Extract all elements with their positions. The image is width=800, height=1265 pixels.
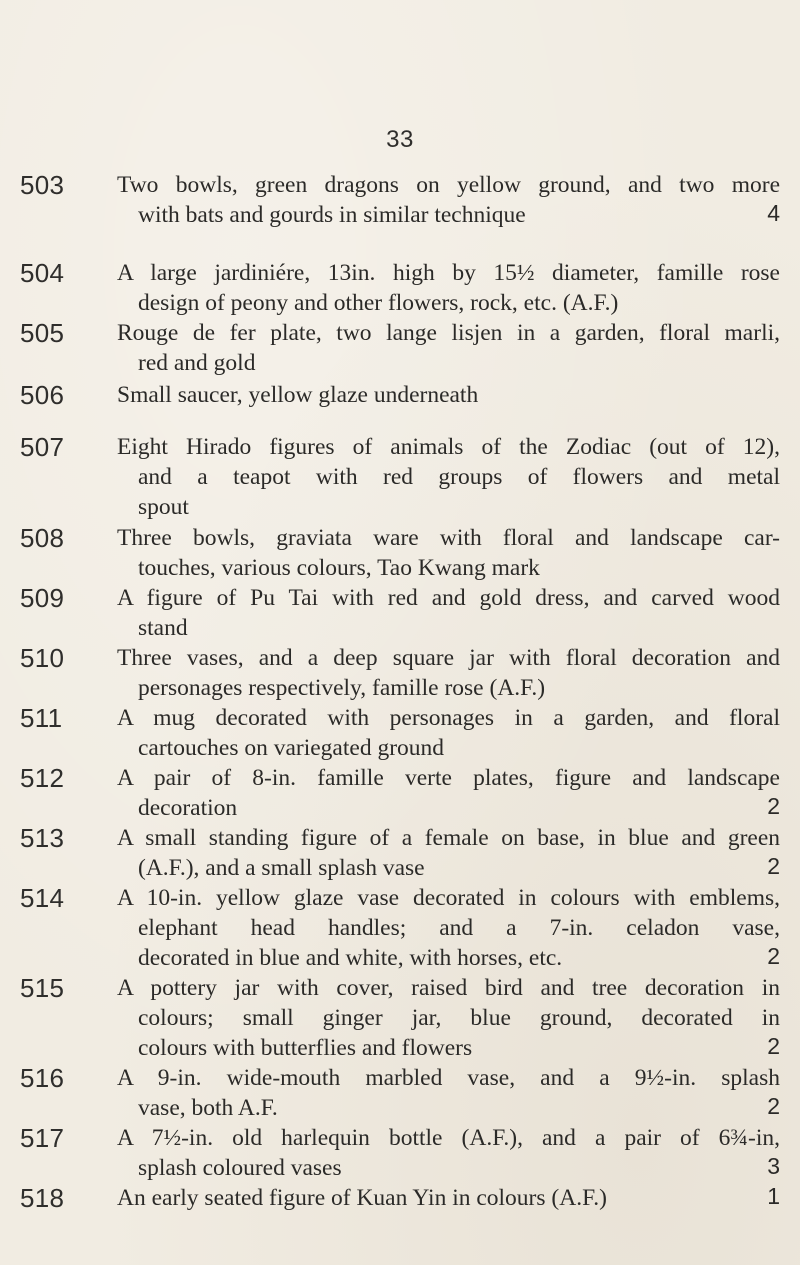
lot-description-line: A figure of Pu Tai with red and gold dress, and carved wood — [117, 585, 780, 611]
lot-number: 511 — [20, 703, 63, 733]
lot-description-line: colours; small ginger jar, blue ground, decorated in — [138, 1005, 780, 1031]
lot-description — [117, 380, 780, 410]
lot-number: 509 — [20, 583, 65, 613]
lot-description-line: A 7½-in. old harlequin bottle (A.F.), and a pair of 6¾-in, — [117, 1125, 780, 1151]
lot-number: 513 — [20, 823, 65, 853]
lot-description-line: with bats and gourds in similar technique — [138, 202, 526, 228]
lot-description — [117, 432, 780, 522]
lot-description-line: (A.F.), and a small splash vase — [138, 855, 425, 881]
lot-description-line: Three vases, and a deep square jar with floral decoration and — [117, 645, 780, 671]
lot-description-line: A small standing figure of a female on base, in blue and green — [117, 825, 780, 851]
lot-number: 505 — [20, 318, 65, 348]
lot-quantity: 2 — [767, 1033, 780, 1059]
lot-description-line: vase, both A.F. — [138, 1095, 278, 1121]
lot-description-line: spout — [138, 494, 189, 520]
lot-description — [117, 583, 780, 643]
lot-quantity: 2 — [767, 943, 780, 969]
lot-description-line: Three bowls, graviata ware with floral and landscape car- — [117, 525, 780, 551]
lot-description-line: red and gold — [138, 350, 256, 376]
lot-description-line: Two bowls, green dragons on yellow ground, and two more — [117, 172, 780, 198]
lot-quantity: 4 — [767, 200, 780, 226]
lot-description-line: Rouge de fer plate, two lange lisjen in a garden, floral marli, — [117, 320, 780, 346]
lot-description-line: stand — [138, 615, 188, 641]
lot-description-line: elephant head handles; and a 7-in. celadon vase, — [138, 915, 780, 941]
lot-number: 504 — [20, 258, 65, 288]
lot-number: 515 — [20, 973, 65, 1003]
lot-description-line: A pottery jar with cover, raised bird and tree decoration in — [117, 975, 780, 1001]
lot-description-line: and a teapot with red groups of flowers and metal — [138, 464, 780, 490]
lot-description — [117, 703, 780, 763]
lot-description — [117, 170, 780, 230]
lot-number: 510 — [20, 643, 65, 673]
lot-number: 507 — [20, 432, 65, 462]
lot-number: 516 — [20, 1063, 65, 1093]
lot-quantity: 3 — [767, 1153, 780, 1179]
lot-number: 512 — [20, 763, 65, 793]
lot-description-line: An early seated figure of Kuan Yin in colours (A.F.) — [117, 1185, 607, 1211]
lot-description — [117, 258, 780, 318]
lot-description — [117, 643, 780, 703]
lot-description-line: A 9-in. wide-mouth marbled vase, and a 9½-in. splash — [117, 1065, 780, 1091]
lot-description-line: cartouches on variegated ground — [138, 735, 445, 761]
lot-description — [117, 1183, 780, 1213]
lot-description-line: A 10-in. yellow glaze vase decorated in colours with emblems, — [117, 885, 780, 911]
lot-description-line: decoration — [138, 795, 238, 821]
lot-description-line: design of peony and other flowers, rock, etc. (A.F.) — [138, 290, 619, 316]
lot-description-line: colours with butterflies and flowers — [138, 1035, 473, 1061]
lot-description-line: Eight Hirado figures of animals of the Zodiac (out of 12), — [117, 434, 780, 460]
lot-description-line: A large jardiniére, 13in. high by 15½ diameter, famille rose — [117, 260, 780, 286]
lot-description — [117, 883, 780, 973]
lot-number: 506 — [20, 380, 65, 410]
lot-number: 514 — [20, 883, 65, 913]
lot-description-line: splash coloured vases — [138, 1155, 342, 1181]
lot-quantity: 2 — [767, 793, 780, 819]
lot-quantity: 1 — [767, 1183, 780, 1209]
lot-description — [117, 973, 780, 1063]
lot-description-line: A mug decorated with personages in a garden, and floral — [117, 705, 780, 731]
lot-description-line: Small saucer, yellow glaze underneath — [117, 382, 479, 408]
page-number: 33 — [386, 126, 414, 153]
lot-description — [117, 523, 780, 583]
lot-quantity: 2 — [767, 853, 780, 879]
lot-description-line: decorated in blue and white, with horses, etc. — [138, 945, 563, 971]
lot-description-line: A pair of 8-in. famille verte plates, figure and landscape — [117, 765, 780, 791]
lot-number: 503 — [20, 170, 65, 200]
lot-description — [117, 823, 780, 883]
lot-number: 518 — [20, 1183, 65, 1213]
lot-description — [117, 318, 780, 378]
lot-number: 517 — [20, 1123, 65, 1153]
lot-description — [117, 763, 780, 823]
lot-description — [117, 1063, 780, 1123]
lot-quantity: 2 — [767, 1093, 780, 1119]
lot-number: 508 — [20, 523, 65, 553]
lot-description-line: touches, various colours, Tao Kwang mark — [138, 555, 540, 581]
lot-description — [117, 1123, 780, 1183]
lot-description-line: personages respectively, famille rose (A.F.) — [138, 675, 546, 701]
